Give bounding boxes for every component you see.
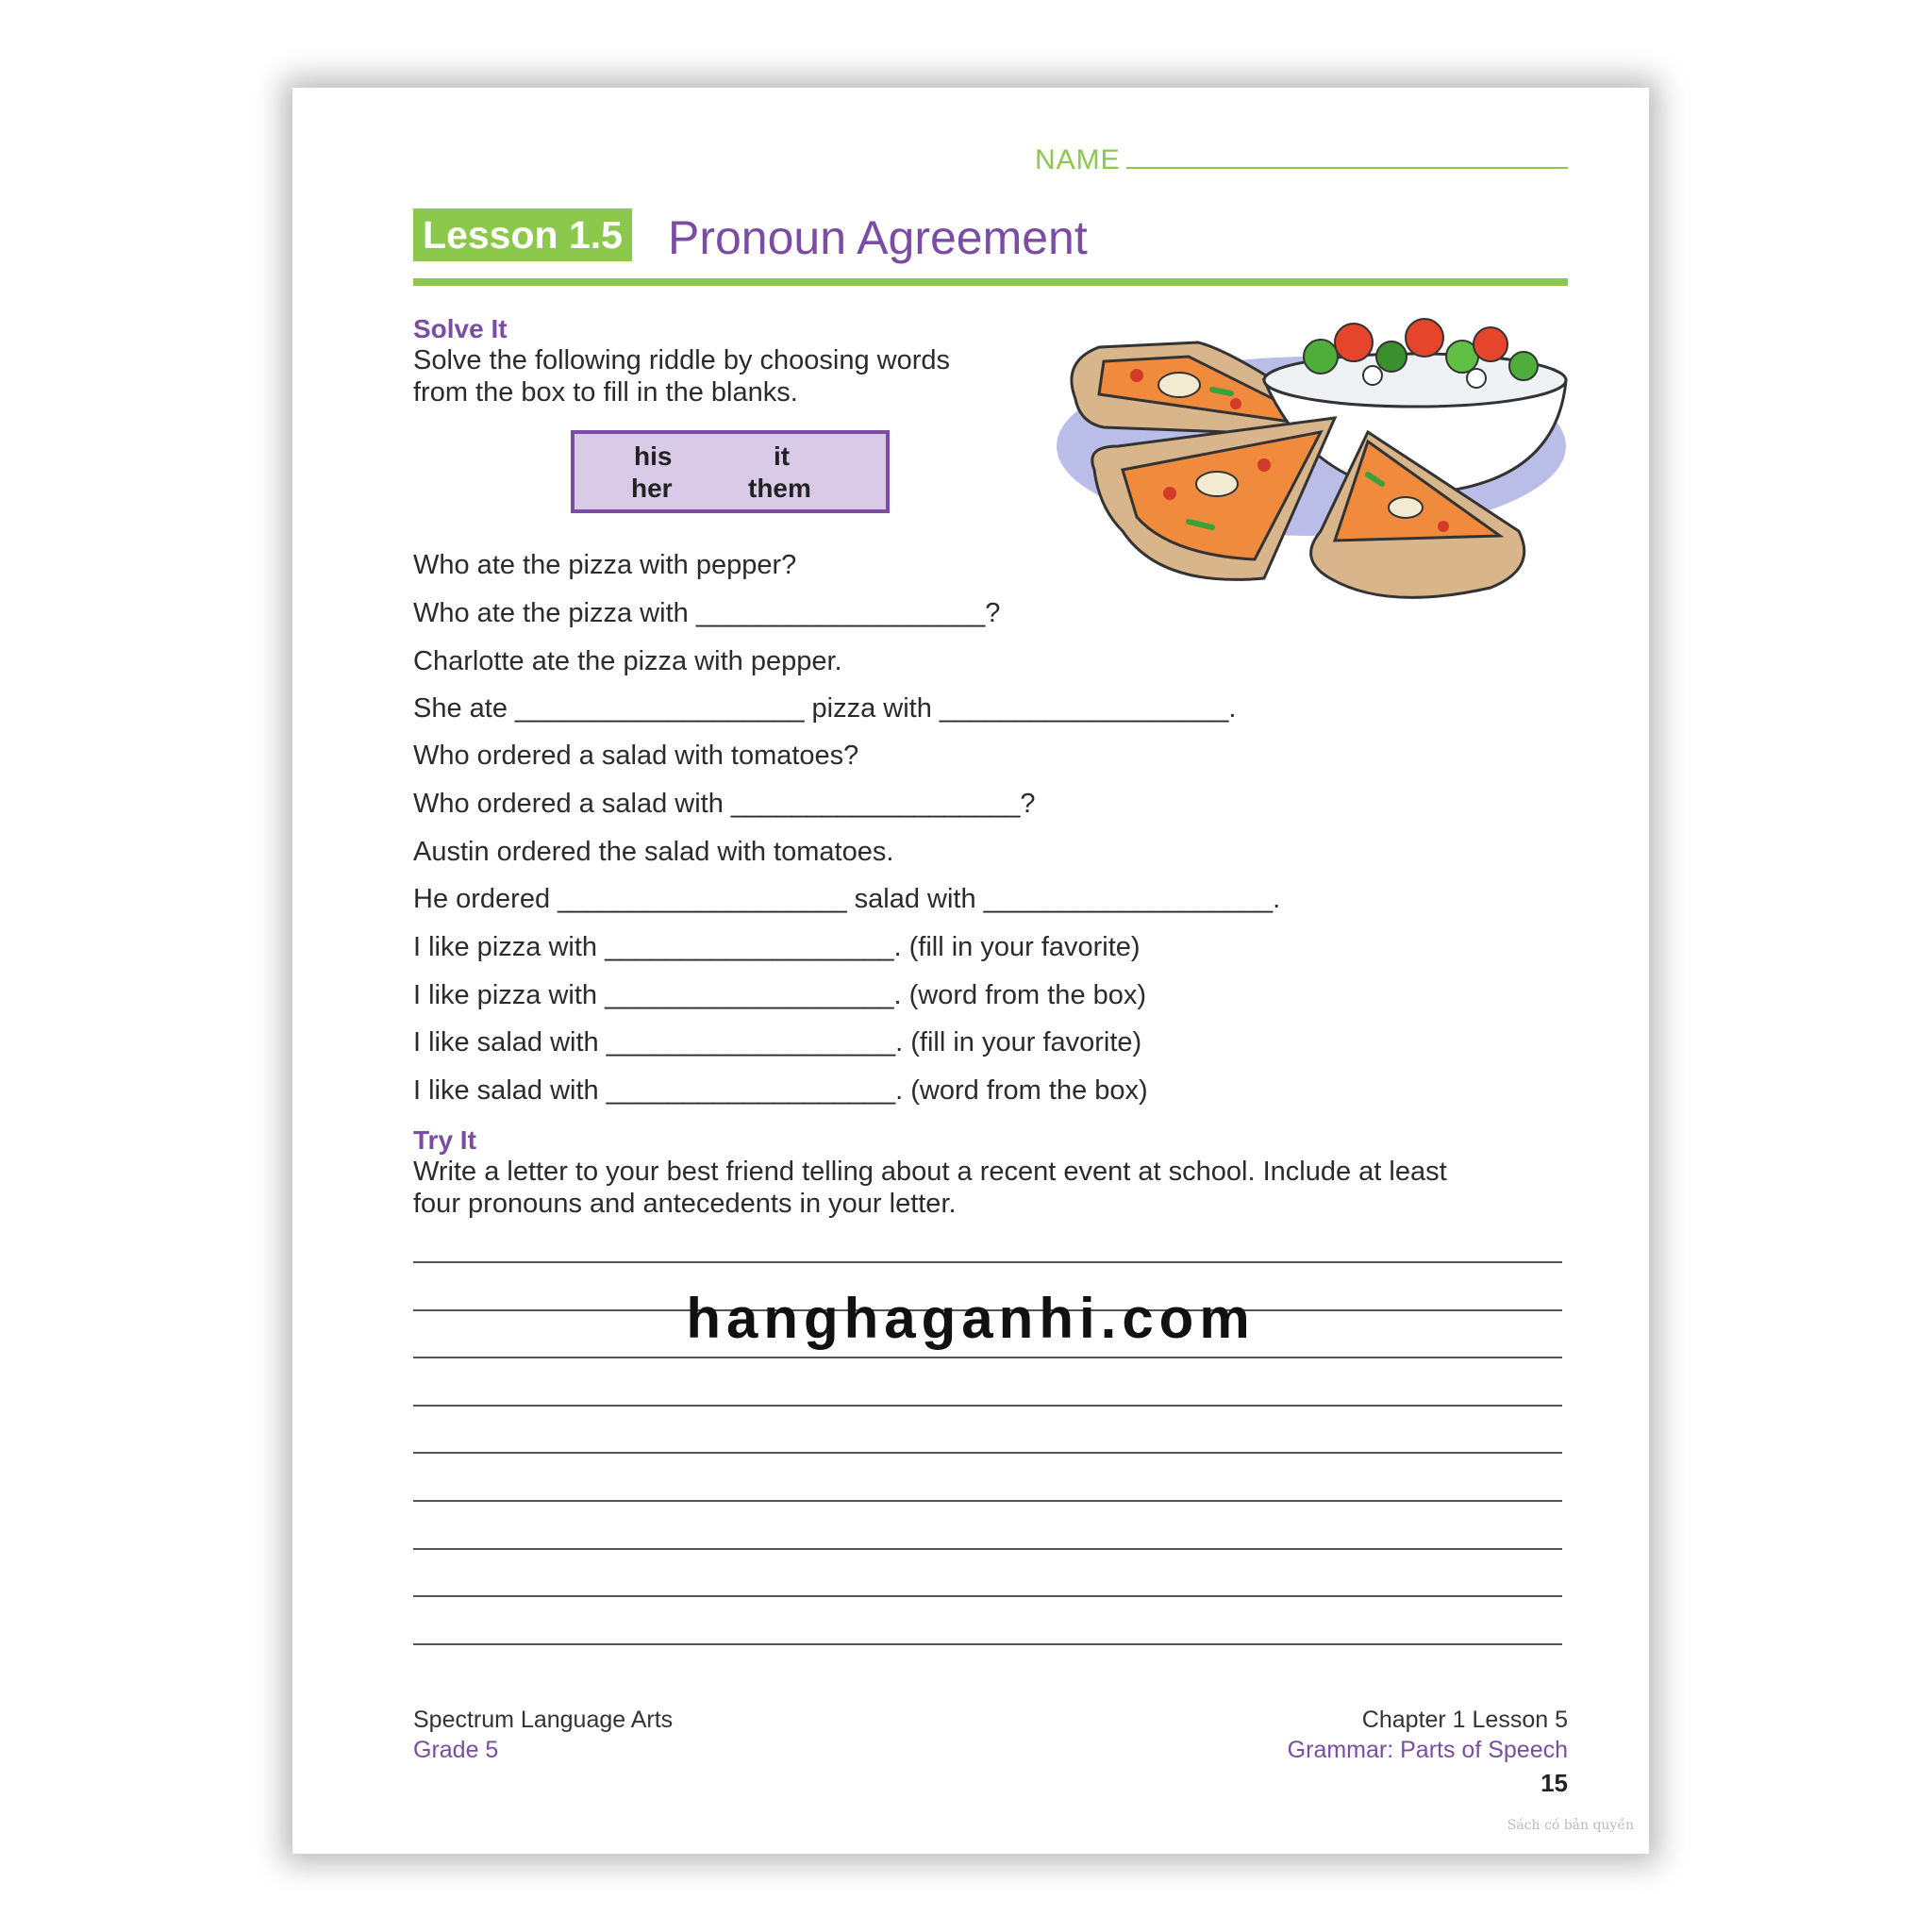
writing-line-5[interactable] xyxy=(413,1452,1562,1454)
pizza-and-salad-illustration xyxy=(1047,305,1575,616)
riddle-line-8[interactable]: He ordered ___________________ salad with ___________________. xyxy=(413,884,1281,914)
riddle-line-2[interactable]: Who ate the pizza with ___________________? xyxy=(413,598,1001,628)
word-her: her xyxy=(631,474,673,503)
writing-line-4[interactable] xyxy=(413,1405,1562,1407)
footer-chapter-lesson: Chapter 1 Lesson 5 xyxy=(1361,1707,1568,1733)
riddle-line-10[interactable]: I like pizza with ___________________. (word from the box) xyxy=(413,980,1147,1010)
writing-line-8[interactable] xyxy=(413,1595,1562,1597)
footer-grade: Grade 5 xyxy=(413,1737,499,1763)
name-label: NAME xyxy=(1035,144,1121,175)
riddle-line-12[interactable]: I like salad with ___________________. (word from the box) xyxy=(413,1075,1148,1106)
word-box xyxy=(571,430,890,513)
riddle-line-7: Austin ordered the salad with tomatoes. xyxy=(413,837,894,867)
word-them: them xyxy=(748,474,811,503)
footer-topic: Grammar: Parts of Speech xyxy=(1287,1737,1568,1763)
title-divider xyxy=(413,278,1568,286)
worksheet-page xyxy=(292,88,1649,1854)
word-it: it xyxy=(774,441,791,471)
try-it-instructions-line1: Write a letter to your best friend telling about a recent event at school. Include at least xyxy=(413,1157,1447,1187)
watermark-text: hanghaganhi.com xyxy=(686,1287,1256,1350)
riddle-line-4[interactable]: She ate ___________________ pizza with ___________________. xyxy=(413,693,1237,724)
try-it-heading: Try It xyxy=(413,1125,476,1155)
riddle-line-1: Who ate the pizza with pepper? xyxy=(413,550,797,580)
name-input-line[interactable] xyxy=(1126,167,1568,169)
solve-it-instructions-line1: Solve the following riddle by choosing words xyxy=(413,345,951,375)
writing-line-1[interactable] xyxy=(413,1261,1562,1263)
riddle-line-5: Who ordered a salad with tomatoes? xyxy=(413,741,859,771)
riddle-line-9[interactable]: I like pizza with ___________________. (fill in your favorite) xyxy=(413,932,1141,962)
lesson-title: Pronoun Agreement xyxy=(668,211,1088,264)
writing-line-3[interactable] xyxy=(413,1357,1562,1358)
writing-line-6[interactable] xyxy=(413,1500,1562,1502)
riddle-line-6[interactable]: Who ordered a salad with ___________________? xyxy=(413,789,1036,819)
solve-it-heading: Solve It xyxy=(413,314,508,343)
page-number: 15 xyxy=(1541,1769,1568,1797)
try-it-instructions-line2: four pronouns and antecedents in your letter. xyxy=(413,1189,957,1219)
riddle-line-3: Charlotte ate the pizza with pepper. xyxy=(413,646,842,676)
writing-line-7[interactable] xyxy=(413,1548,1562,1550)
copyright-note: Sách có bản quyền xyxy=(1507,1818,1634,1833)
lesson-number-badge: Lesson 1.5 xyxy=(413,208,632,261)
word-his: his xyxy=(634,441,673,471)
footer-book-title: Spectrum Language Arts xyxy=(413,1707,674,1733)
writing-line-9[interactable] xyxy=(413,1643,1562,1645)
solve-it-instructions-line2: from the box to fill in the blanks. xyxy=(413,377,798,408)
riddle-line-11[interactable]: I like salad with ___________________. (fill in your favorite) xyxy=(413,1027,1142,1058)
